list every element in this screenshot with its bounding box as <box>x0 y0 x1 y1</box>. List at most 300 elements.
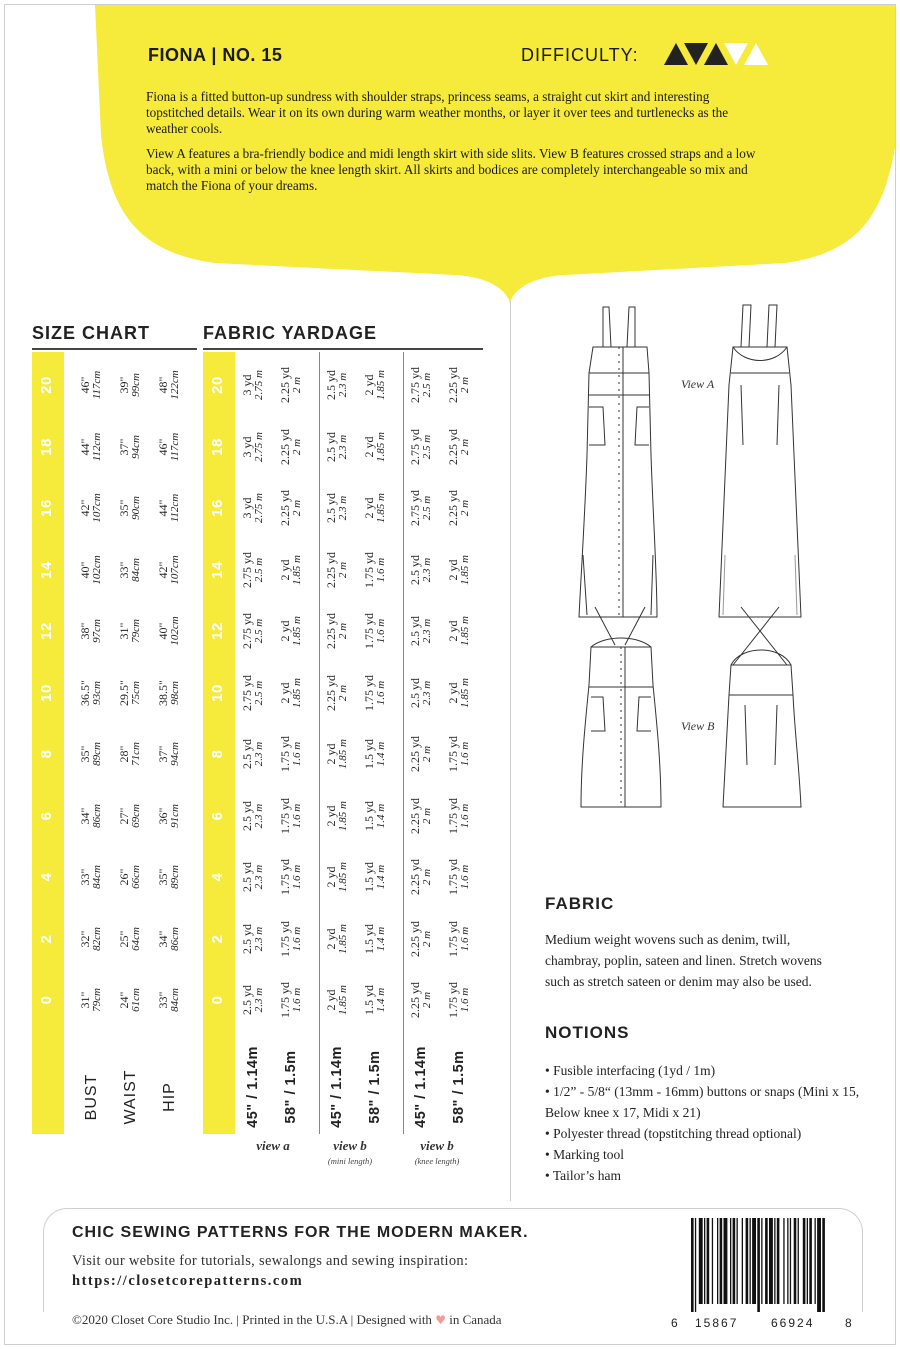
fabric-yardage-meters: 1.85 m <box>337 985 349 1015</box>
fabric-yardage-cell <box>279 972 307 1028</box>
fabric-yardage-size-label: 4 <box>209 872 226 882</box>
fabric-yardage-size-label: 2 <box>209 934 226 943</box>
fabric-yardage-yards: 2.25 yd <box>446 490 460 526</box>
fabric-yardage-meters: 2 m <box>421 807 433 824</box>
size-chart-cm: 112cm <box>169 493 181 523</box>
fabric-yardage-cell <box>325 972 353 1028</box>
fabric-yardage-meters: 1.6 m <box>375 618 387 644</box>
size-chart-cm: 69cm <box>130 803 142 828</box>
fabric-yardage-cell <box>325 788 353 844</box>
fabric-yardage-meters: 2.5 m <box>421 495 433 521</box>
fabric-yardage-cell <box>241 665 269 721</box>
size-chart-row-label: HIP <box>161 1082 178 1112</box>
size-chart-size-label: 2 <box>38 934 55 943</box>
fabric-yardage-yards: 2.25 yd <box>408 736 422 772</box>
size-chart-cm: 86cm <box>169 926 181 951</box>
size-chart-inches: 35" <box>78 745 92 763</box>
fabric-yardage-cell <box>447 665 475 721</box>
size-chart-cm: 94cm <box>169 742 181 766</box>
fabric-yardage-yards: 1.75 yd <box>362 674 376 711</box>
barcode-digit-check: 8 <box>845 1316 854 1330</box>
fabric-yardage-meters: 2.3 m <box>421 557 433 582</box>
size-chart-inches: 40" <box>78 561 92 578</box>
view-a-back-illustration <box>719 305 801 617</box>
view-a-front-illustration <box>579 307 657 617</box>
fabric-yardage-yards: 2.5 yd <box>240 985 254 1015</box>
fabric-yardage-yards: 2.25 yd <box>408 797 422 834</box>
fabric-yardage-meters: 2.3 m <box>253 987 265 1013</box>
view-b-illustration-label: View B <box>681 719 715 733</box>
size-chart-cm: 64cm <box>130 926 142 951</box>
size-chart-cell <box>157 972 185 1028</box>
size-chart-cell <box>118 480 146 536</box>
fabric-yardage-meters: 1.85 m <box>375 493 387 523</box>
fabric-yardage-yards: 2.75 yd <box>408 490 422 526</box>
fabric-yardage-meters: 2 m <box>421 745 433 763</box>
fabric-yardage-meters: 1.6 m <box>291 741 303 767</box>
fabric-yardage-cell <box>241 603 269 659</box>
fabric-yardage-cell <box>409 542 437 598</box>
notions-item: • Marking tool <box>545 1147 624 1162</box>
fabric-yardage-size-label: 6 <box>209 811 226 820</box>
fabric-yardage-meters: 1.4 m <box>375 741 387 767</box>
website-link[interactable]: https://closetcorepatterns.com <box>72 1273 304 1289</box>
size-chart-size-label: 16 <box>38 499 55 517</box>
fabric-yardage-yards: 2.5 yd <box>324 431 338 462</box>
fabric-yardage-meters: 1.85 m <box>291 554 303 585</box>
fabric-yardage-cell <box>409 357 437 413</box>
fabric-yardage-meters: 2.3 m <box>253 926 265 951</box>
fabric-yardage-yards: 2 yd <box>324 866 338 888</box>
fabric-yardage-meters: 2.3 m <box>421 618 433 644</box>
fabric-yardage-yards: 2.5 yd <box>324 493 338 523</box>
size-chart-size-label: 18 <box>38 437 55 456</box>
fabric-width-label: 58" / 1.5m <box>367 1050 383 1124</box>
fabric-yardage-size-label: 18 <box>209 437 226 456</box>
description-paragraph-1: Fiona is a fitted button-up sundress with shoulder straps, princess seams, a straight cut skirt and interesting topstitched details. Wear it on its own during warm weather months, or layer it over tees and turtlenecks as the weather cools. <box>146 89 729 136</box>
size-chart-cm: 117cm <box>169 432 181 461</box>
size-chart-inches: 44" <box>78 438 92 455</box>
size-chart-cell <box>118 972 146 1028</box>
fabric-yardage-meters: 1.85 m <box>459 677 471 708</box>
fabric-yardage-cell <box>279 911 307 967</box>
size-chart-inches: 48" <box>156 376 170 394</box>
fabric-yardage-meters: 1.6 m <box>459 741 471 767</box>
fabric-yardage-cell <box>363 665 391 721</box>
fabric-yardage-cell <box>409 726 437 782</box>
size-chart-cell <box>118 542 146 598</box>
fabric-yardage-meters: 1.85 m <box>459 616 471 646</box>
size-chart-cell <box>157 726 185 782</box>
fabric-yardage-yards: 1.75 yd <box>278 859 292 895</box>
fabric-yardage-yards: 1.5 yd <box>362 985 376 1015</box>
size-chart-inches: 29.5" <box>117 679 131 706</box>
fabric-yardage-yards: 2.25 yd <box>278 428 292 465</box>
fabric-yardage-meters: 2 m <box>291 499 303 517</box>
fabric-yardage-meters: 1.6 m <box>291 987 303 1013</box>
size-chart-cm: 71cm <box>130 742 142 766</box>
size-chart-cell <box>118 788 146 844</box>
size-chart-size-label: 6 <box>38 811 55 820</box>
notions-list <box>545 1060 865 1186</box>
view-b-front-illustration <box>581 607 661 807</box>
fabric-yardage-meters: 2 m <box>459 499 471 517</box>
fabric-yardage-yards: 2.5 yd <box>240 923 254 954</box>
size-chart-inches: 33" <box>156 991 170 1009</box>
fabric-yardage-yards: 1.75 yd <box>446 982 460 1018</box>
fabric-yardage-yards: 2.25 yd <box>408 920 422 957</box>
fabric-yardage-meters: 2.5 m <box>253 680 265 705</box>
fabric-yardage-meters: 2.3 m <box>253 864 265 890</box>
fabric-yardage-cell <box>241 911 269 967</box>
size-chart-cm: 97cm <box>91 619 103 643</box>
fabric-yardage-yards: 2 yd <box>278 559 292 580</box>
fabric-yardage-rule <box>203 348 483 350</box>
fabric-yardage-yards: 2.25 yd <box>446 367 460 403</box>
fabric-yardage-cell <box>279 603 307 659</box>
size-chart-inches: 37" <box>117 438 131 455</box>
fabric-yardage-meters: 2.3 m <box>253 803 265 828</box>
fabric-yardage-cell <box>363 788 391 844</box>
size-chart-inches: 27" <box>117 807 131 824</box>
size-chart-inches: 37" <box>156 745 170 763</box>
fabric-yardage-yards: 2.25 yd <box>408 982 422 1018</box>
fabric-yardage-cell <box>363 849 391 905</box>
size-chart-heading: SIZE CHART <box>32 323 150 343</box>
fabric-yardage-cell <box>363 357 391 413</box>
fabric-yardage-yards: 2 yd <box>324 989 338 1011</box>
fabric-yardage-meters: 1.6 m <box>459 803 471 828</box>
fabric-yardage-yards: 1.5 yd <box>362 923 376 954</box>
fabric-yardage-cell <box>409 665 437 721</box>
fabric-yardage-yards: 2.5 yd <box>240 800 254 831</box>
fabric-yardage-yards: 2.5 yd <box>408 677 422 708</box>
size-chart-cell <box>79 972 107 1028</box>
size-chart-inches: 31" <box>117 622 131 640</box>
size-chart-cell <box>118 911 146 967</box>
fabric-yardage-yards: 2.25 yd <box>324 674 338 711</box>
size-chart-inches: 42" <box>156 561 170 578</box>
size-chart-inches: 38" <box>78 622 92 640</box>
size-chart-inches: 36.5" <box>78 679 92 706</box>
difficulty-triangle-icons <box>662 41 772 67</box>
size-chart-cm: 107cm <box>91 493 103 523</box>
size-chart-inches: 24" <box>117 991 131 1009</box>
size-chart-cm: 75cm <box>130 680 142 705</box>
fabric-yardage-size-label: 0 <box>209 995 226 1005</box>
size-chart-cell <box>79 849 107 905</box>
size-chart-cell <box>118 603 146 659</box>
pattern-back-cover <box>4 4 896 1345</box>
size-chart-cm: 66cm <box>130 865 142 889</box>
fabric-yardage-yards: 2.75 yd <box>240 613 254 649</box>
view-separator-2 <box>403 352 404 1134</box>
fabric-yardage-cell <box>325 665 353 721</box>
view-b-knee-label: view b (knee length) <box>397 1138 477 1166</box>
fabric-yardage-meters: 2.5 m <box>253 618 265 644</box>
size-chart-size-label: 4 <box>38 872 55 882</box>
fabric-yardage-cell <box>409 911 437 967</box>
fabric-yardage-cell <box>325 726 353 782</box>
barcode-digits-right: 66924 <box>771 1316 815 1330</box>
size-chart-inches: 36" <box>156 807 170 824</box>
fabric-yardage-cell <box>241 972 269 1028</box>
size-chart-cell <box>157 603 185 659</box>
size-chart-inches: 40" <box>156 622 170 640</box>
fabric-yardage-meters: 1.4 m <box>375 803 387 828</box>
pattern-title: FIONA | NO. 15 <box>148 45 283 65</box>
fabric-yardage-cell <box>363 972 391 1028</box>
size-chart-cm: 91cm <box>169 803 181 828</box>
fabric-yardage-cell <box>409 788 437 844</box>
difficulty-label: DIFFICULTY: <box>521 45 639 65</box>
fabric-yardage-yards: 1.75 yd <box>278 736 292 772</box>
fabric-yardage-cell <box>325 849 353 905</box>
size-chart-cm: 94cm <box>130 434 142 459</box>
fabric-yardage-meters: 2 m <box>337 561 349 578</box>
fabric-yardage-cell <box>363 419 391 475</box>
copyright-line <box>72 1312 502 1328</box>
fabric-yardage-meters: 2.5 m <box>421 434 433 459</box>
size-chart-size-label: 0 <box>38 995 55 1005</box>
fabric-yardage-yards: 2.75 yd <box>408 428 422 465</box>
fabric-yardage-yards: 1.75 yd <box>446 859 460 895</box>
barcode <box>681 1218 859 1314</box>
size-chart-cm: 61cm <box>130 988 142 1012</box>
fabric-yardage-meters: 2.3 m <box>337 372 349 398</box>
size-chart-cell <box>79 726 107 782</box>
size-chart-cm: 117cm <box>91 370 103 400</box>
fabric-yardage-cell <box>279 665 307 721</box>
size-chart-cell <box>157 357 185 413</box>
size-chart-inches: 34" <box>78 807 92 824</box>
fabric-yardage-meters: 2 m <box>337 622 349 640</box>
size-chart-inches: 31" <box>78 991 92 1009</box>
fabric-yardage-meters: 1.6 m <box>459 864 471 890</box>
size-chart-size-label: 20 <box>38 376 55 394</box>
size-chart-cell <box>118 419 146 475</box>
size-chart-cell <box>79 542 107 598</box>
size-chart-inches: 25" <box>117 930 131 947</box>
fabric-yardage-cell <box>409 849 437 905</box>
size-chart-cell <box>157 911 185 967</box>
fabric-yardage-cell <box>279 419 307 475</box>
fabric-yardage-yards: 1.75 yd <box>278 982 292 1018</box>
size-chart-inches: 33" <box>117 561 131 578</box>
pattern-description <box>146 89 770 203</box>
fabric-yardage-meters: 1.6 m <box>459 987 471 1013</box>
fabric-yardage-meters: 2 m <box>337 684 349 701</box>
size-chart-size-label: 10 <box>38 683 55 702</box>
fabric-yardage-yards: 1.75 yd <box>362 613 376 649</box>
size-chart-cell <box>118 665 146 721</box>
notions-item: • 1/2” - 5/8“ (13mm - 16mm) buttons or snaps (Mini x 15, Below knee x 17, Midi x 21) <box>545 1084 860 1120</box>
fabric-yardage-yards: 1.75 yd <box>446 797 460 834</box>
size-chart-rule <box>32 348 197 350</box>
fabric-yardage-yards: 2 yd <box>324 805 338 826</box>
size-chart-cm: 102cm <box>169 616 181 646</box>
fabric-width-label: 45" / 1.14m <box>245 1046 261 1128</box>
fabric-yardage-cell <box>279 726 307 782</box>
fabric-yardage-meters: 2.3 m <box>337 495 349 521</box>
size-chart-inches: 39" <box>117 376 131 394</box>
fabric-yardage-meters: 2.75 m <box>253 431 265 462</box>
fabric-yardage-meters: 2 m <box>459 438 471 455</box>
fabric-yardage-cell <box>409 972 437 1028</box>
fabric-yardage-yards: 2 yd <box>362 374 376 396</box>
fabric-yardage-meters: 2.3 m <box>337 434 349 459</box>
fabric-yardage-yards: 2 yd <box>446 682 460 703</box>
fabric-yardage-cell <box>241 542 269 598</box>
fabric-yardage-cell <box>325 480 353 536</box>
size-chart-cm: 99cm <box>130 373 142 397</box>
size-chart-size-label: 12 <box>38 622 55 640</box>
size-chart-cell <box>118 849 146 905</box>
fabric-yardage-meters: 2 m <box>421 991 433 1009</box>
fabric-width-label: 58" / 1.5m <box>451 1050 467 1124</box>
view-a-illustration-label: View A <box>681 377 715 391</box>
fabric-width-label: 58" / 1.5m <box>283 1050 299 1124</box>
fabric-yardage-meters: 2.3 m <box>253 741 265 767</box>
fabric-yardage-meters: 1.85 m <box>291 616 303 646</box>
size-chart-cm: 84cm <box>130 557 142 582</box>
fabric-yardage-yards: 1.75 yd <box>278 920 292 957</box>
fabric-yardage-yards: 2.25 yd <box>324 551 338 588</box>
fabric-yardage-yards: 2.5 yd <box>408 554 422 585</box>
fabric-yardage-cell <box>363 480 391 536</box>
size-chart-inches: 34" <box>156 930 170 947</box>
fabric-yardage-meters: 1.4 m <box>375 864 387 890</box>
garment-illustrations <box>565 295 865 865</box>
size-chart-cm: 89cm <box>169 865 181 889</box>
fabric-width-label: 45" / 1.14m <box>329 1046 345 1128</box>
fabric-yardage-cell <box>447 357 475 413</box>
fabric-yardage-meters: 2.75 m <box>253 493 265 523</box>
fabric-yardage-yards: 2.25 yd <box>408 859 422 895</box>
fabric-yardage-meters: 2 m <box>291 376 303 394</box>
fabric-yardage-meters: 1.6 m <box>459 926 471 951</box>
view-b-back-illustration <box>723 607 801 807</box>
size-chart-cell <box>157 480 185 536</box>
fabric-yardage-yards: 2 yd <box>324 743 338 765</box>
fabric-yardage-yards: 2 yd <box>446 559 460 580</box>
fabric-yardage-cell <box>447 542 475 598</box>
fabric-yardage-size-label: 20 <box>209 376 226 394</box>
fabric-yardage-meters: 1.4 m <box>375 926 387 951</box>
fabric-yardage-meters: 1.6 m <box>375 680 387 705</box>
size-chart-cell <box>118 357 146 413</box>
fabric-yardage-cell <box>363 726 391 782</box>
view-b-mini-label: view b (mini length) <box>310 1138 390 1166</box>
fabric-yardage-size-label: 14 <box>209 560 226 579</box>
fabric-yardage-cell <box>447 603 475 659</box>
copyright-text: ©2020 Closet Core Studio Inc. | Printed in the U.S.A | Designed with <box>72 1312 432 1327</box>
fabric-yardage-meters: 1.85 m <box>375 431 387 462</box>
size-chart-size-label: 8 <box>38 749 55 759</box>
size-chart-size-label: 14 <box>38 560 55 579</box>
fabric-yardage-meters: 1.85 m <box>337 923 349 954</box>
size-chart-cm: 122cm <box>169 370 181 400</box>
fabric-yardage-yards: 2.75 yd <box>240 551 254 588</box>
fabric-yardage-meters: 2 m <box>459 376 471 394</box>
size-chart-inches: 26" <box>117 868 131 886</box>
fabric-yardage-cell <box>279 788 307 844</box>
size-chart-cell <box>157 665 185 721</box>
fabric-yardage-cell <box>409 480 437 536</box>
size-chart-cell <box>79 603 107 659</box>
fabric-yardage-cell <box>241 788 269 844</box>
size-chart-inches: 46" <box>78 376 92 394</box>
size-chart-cm: 102cm <box>91 554 103 585</box>
fabric-yardage-yards: 1.75 yd <box>446 736 460 772</box>
size-chart-cell <box>79 911 107 967</box>
size-chart-cell <box>79 357 107 413</box>
size-chart-cell <box>157 788 185 844</box>
notions-heading: NOTIONS <box>545 1023 630 1042</box>
size-chart-cell <box>79 788 107 844</box>
fabric-yardage-cell <box>241 849 269 905</box>
size-chart-cm: 86cm <box>91 803 103 828</box>
fabric-yardage-yards: 2.25 yd <box>278 490 292 526</box>
fabric-yardage-meters: 1.85 m <box>337 739 349 769</box>
fabric-yardage-cell <box>325 419 353 475</box>
size-chart-cell <box>157 419 185 475</box>
fabric-yardage-cell <box>447 972 475 1028</box>
size-chart-inches: 28" <box>117 745 131 763</box>
fabric-yardage-cell <box>363 542 391 598</box>
barcode-digit-lead: 6 <box>671 1316 680 1330</box>
fabric-yardage-yards: 2.75 yd <box>408 367 422 403</box>
fabric-yardage-meters: 2 m <box>421 930 433 947</box>
fabric-yardage-meters: 1.85 m <box>291 677 303 708</box>
fabric-yardage-meters: 2.3 m <box>421 680 433 705</box>
fabric-yardage-yards: 3 yd <box>240 374 254 396</box>
size-chart-inches: 35" <box>156 868 170 886</box>
fabric-yardage-yards: 1.75 yd <box>362 551 376 588</box>
fabric-yardage-yards: 2.5 yd <box>240 862 254 892</box>
size-chart-cm: 107cm <box>169 554 181 585</box>
fabric-yardage-cell <box>241 726 269 782</box>
fabric-yardage-cell <box>325 911 353 967</box>
fabric-yardage-yards: 2 yd <box>278 620 292 642</box>
size-chart-inches: 42" <box>78 499 92 517</box>
view-b-knee-sublabel: (knee length) <box>414 1156 460 1166</box>
fabric-yardage-cell <box>325 357 353 413</box>
fabric-yardage-cell <box>279 357 307 413</box>
fabric-yardage-cell <box>279 849 307 905</box>
fabric-yardage-yards: 2.5 yd <box>408 616 422 646</box>
fabric-yardage-cell <box>409 603 437 659</box>
size-chart-inches: 44" <box>156 499 170 517</box>
fabric-yardage-size-label: 16 <box>209 499 226 517</box>
fabric-heading: FABRIC <box>545 894 615 913</box>
size-chart-cell <box>157 849 185 905</box>
fabric-yardage-meters: 2.5 m <box>253 557 265 582</box>
size-chart-cell <box>79 480 107 536</box>
notions-item: • Fusible interfacing (1yd / 1m) <box>545 1063 716 1078</box>
fabric-yardage-meters: 1.6 m <box>375 557 387 582</box>
fabric-yardage-yards: 2 yd <box>362 436 376 457</box>
fabric-yardage-yards: 1.5 yd <box>362 739 376 769</box>
fabric-yardage-yards: 2 yd <box>362 497 376 519</box>
size-chart-cm: 89cm <box>91 742 103 766</box>
size-chart-inches: 32" <box>78 930 92 947</box>
fabric-yardage-yards: 1.75 yd <box>446 920 460 957</box>
fabric-yardage-cell <box>447 419 475 475</box>
size-chart-cm: 79cm <box>91 988 103 1012</box>
size-chart-cell <box>79 419 107 475</box>
fabric-yardage-meters: 2 m <box>421 868 433 886</box>
